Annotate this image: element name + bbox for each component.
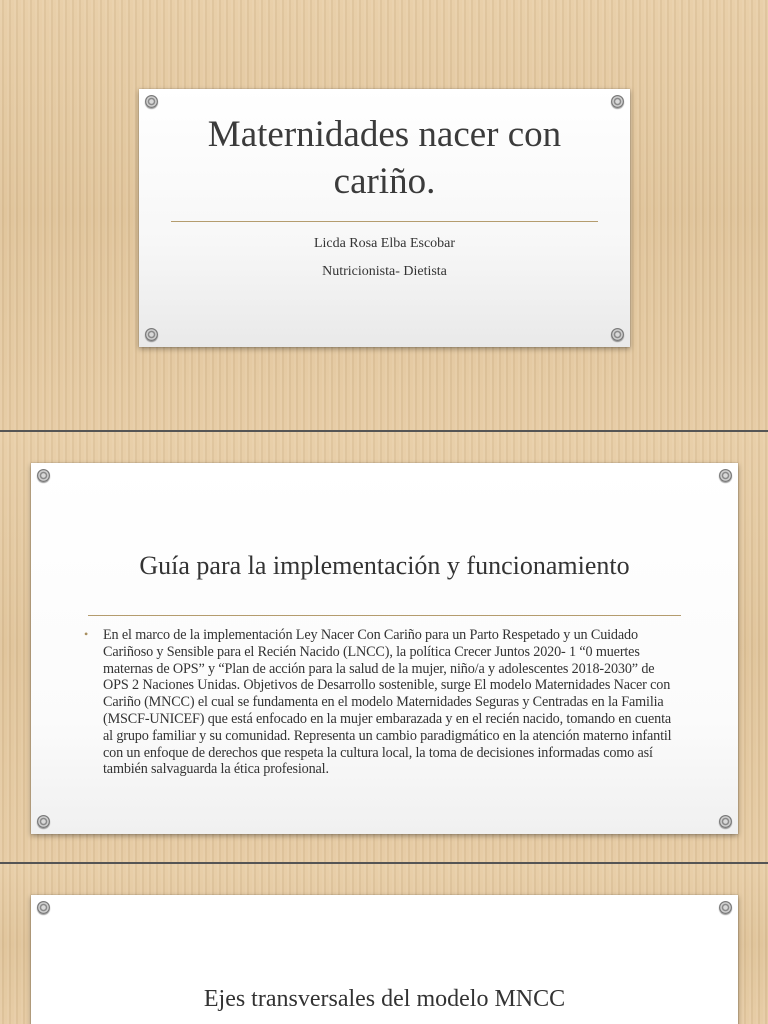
slide-1 bbox=[0, 0, 768, 430]
slide-3 bbox=[0, 864, 768, 1024]
pushpin-icon bbox=[719, 901, 732, 914]
title-card bbox=[139, 89, 630, 347]
title-divider bbox=[171, 221, 598, 222]
slide-title: Maternidades nacer con cariño. bbox=[207, 114, 562, 202]
bullet-icon: • bbox=[84, 627, 89, 641]
pushpin-icon bbox=[37, 815, 50, 828]
pushpin-icon bbox=[37, 901, 50, 914]
pushpin-icon bbox=[145, 95, 158, 108]
pushpin-icon bbox=[719, 469, 732, 482]
body-paragraph: En el marco de la implementación Ley Nacer Con Cariño para un Parto Respetado y un Cuidado Cariñoso y Sensible para el Recién Nacido (LNCC), la política Crecer Juntos 2020- 1 “0 muertes maternas de OPS” y “Plan de acción para la salud de la mujer, niño/a y adolescentes 2018-2030” de OPS 2 Naciones Unidas. Objetivos de Desarrollo sostenible, surge El modelo Maternidades Nacer con Cariño (MNCC) el cual se fundamenta en el modelo Maternidades Seguras y Centradas en la Familia (MSCF-UNICEF) que está enfocado en la mujer embarazada y en el recién nacido, tomando en cuenta al grupo familiar y su comunidad. Representa un cambio paradigmático en la atención materno infantil con un enfoque de derechos que respeta la cultura local, la toma de decisiones informadas como así también salvaguarda la ética profesional. bbox=[103, 627, 672, 778]
pushpin-icon bbox=[611, 328, 624, 341]
content-card bbox=[31, 463, 738, 834]
pushpin-icon bbox=[145, 328, 158, 341]
pushpin-icon bbox=[611, 95, 624, 108]
slide-2 bbox=[0, 432, 768, 862]
slide-title: Guía para la implementación y funcionamiento bbox=[139, 551, 630, 580]
title-divider bbox=[88, 615, 681, 616]
slide-title: Ejes transversales del modelo MNCC bbox=[203, 986, 566, 1012]
pushpin-icon bbox=[719, 815, 732, 828]
content-card bbox=[31, 895, 738, 1024]
author-name: Licda Rosa Elba Escobar bbox=[313, 236, 456, 251]
author-role: Nutricionista- Dietista bbox=[322, 264, 447, 279]
pushpin-icon bbox=[37, 469, 50, 482]
